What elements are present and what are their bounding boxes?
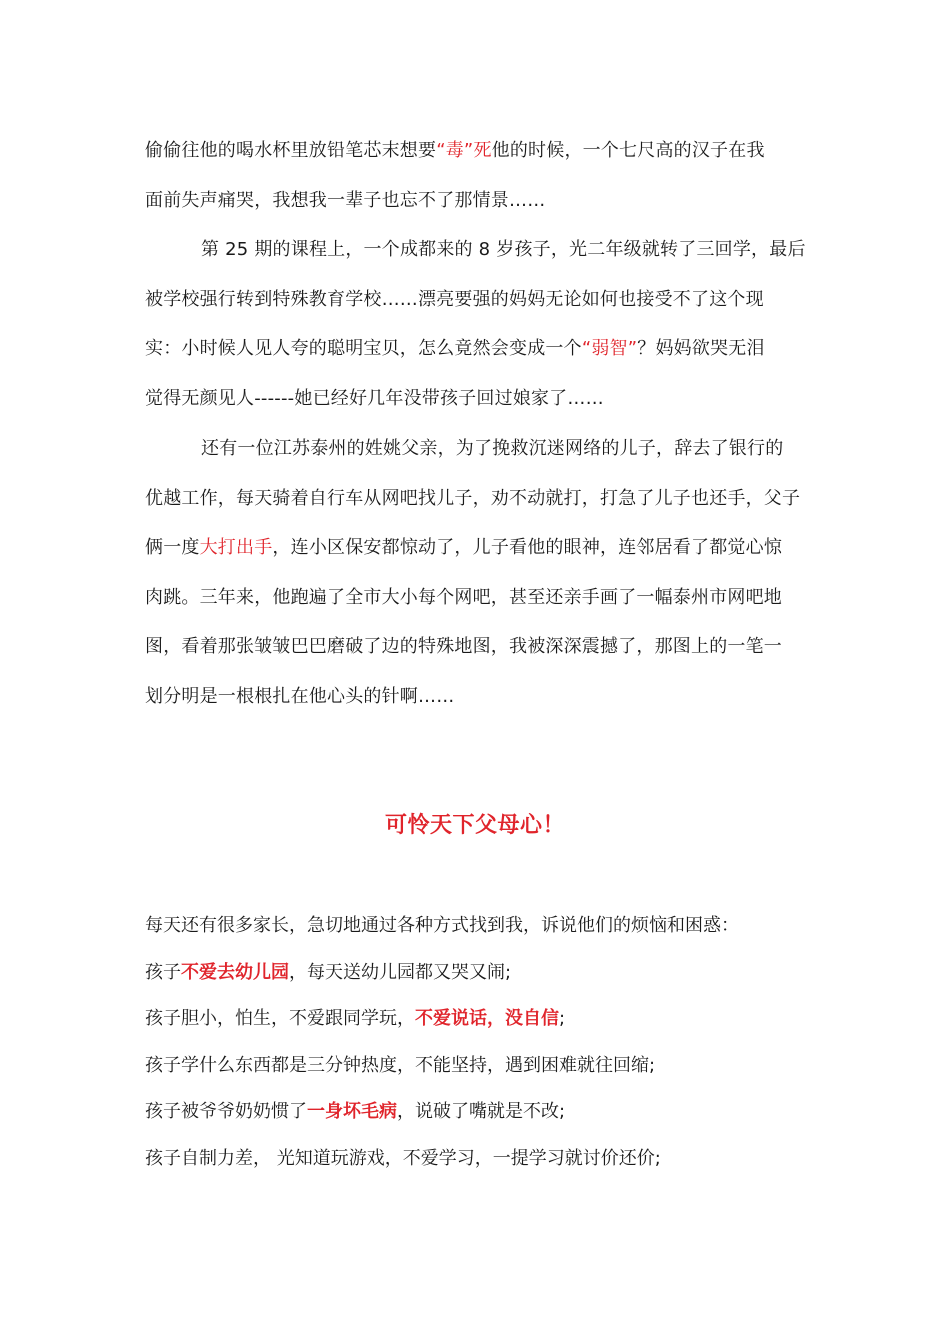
text-line: 优越工作，每天骑着自行车从网吧找儿子，劝不动就打，打急了儿子也还手，父子 bbox=[145, 487, 801, 509]
text-line: 第 25 期的课程上，一个成都来的 8 岁孩子，光二年级就转了三回学，最后 bbox=[201, 239, 806, 260]
highlight-text: “毒”死 bbox=[436, 140, 492, 161]
story-paragraph-1 bbox=[145, 126, 810, 225]
story-paragraph-3 bbox=[145, 424, 810, 722]
story-paragraph-2 bbox=[145, 225, 810, 423]
text-line: 还有一位江苏泰州的姓姚父亲，为了挽救沉迷网络的儿子，辞去了银行的 bbox=[201, 438, 784, 459]
highlight-text: 一身坏毛病 bbox=[307, 1101, 397, 1122]
list-item: 孩子不爱去幼儿园，每天送幼儿园都又哭又闹; bbox=[145, 961, 512, 983]
text-line: 实：小时候人见人夸的聪明宝贝，怎么竟然会变成一个“弱智”？妈妈欲哭无泪 bbox=[145, 338, 765, 360]
text-line: 面前失声痛哭，我想我一辈子也忘不了那情景…… bbox=[145, 189, 546, 211]
concerns-list bbox=[145, 903, 825, 1182]
list-item: 孩子自制力差， 光知道玩游戏，不爱学习，一提学习就讨价还价; bbox=[145, 1147, 661, 1169]
list-item: 孩子被爷爷奶奶惯了一身坏毛病，说破了嘴就是不改; bbox=[145, 1101, 566, 1122]
text-line: 被学校强行转到特殊教育学校……漂亮要强的妈妈无论如何也接受不了这个现 bbox=[145, 288, 764, 310]
highlight-text: 不爱去幼儿园 bbox=[181, 961, 289, 983]
highlight-text: “弱智” bbox=[581, 338, 638, 360]
text-line: 图，看着那张皱皱巴巴磨破了边的特殊地图，我被深深震撼了，那图上的一笔一 bbox=[145, 636, 782, 658]
text-line: 偷偷往他的喝水杯里放铅笔芯末想要“毒”死他的时候，一个七尺高的汉子在我 bbox=[145, 140, 765, 161]
text-line: 觉得无颜见人------她已经好几年没带孩子回过娘家了…… bbox=[145, 387, 604, 409]
text-line: 俩一度大打出手，连小区保安都惊动了，儿子看他的眼神，连邻居看了都觉心惊 bbox=[145, 537, 783, 559]
highlight-text: 不爱说话，没自信 bbox=[415, 1008, 559, 1029]
text-line: 肉跳。三年来，他跑遍了全市大小每个网吧，甚至还亲手画了一幅泰州市网吧地 bbox=[145, 586, 782, 608]
highlight-text: 大打出手 bbox=[199, 537, 273, 559]
concerns-intro: 每天还有很多家长，急切地通过各种方式找到我，诉说他们的烦恼和困惑： bbox=[145, 915, 739, 936]
section-heading: 可怜天下父母心！ bbox=[384, 813, 565, 838]
list-item: 孩子学什么东西都是三分钟热度，不能坚持，遇到困难就往回缩; bbox=[145, 1054, 656, 1076]
list-item: 孩子胆小，怕生，不爱跟同学玩，不爱说话，没自信; bbox=[145, 1008, 566, 1029]
text-line: 划分明是一根根扎在他心头的针啊…… bbox=[145, 685, 455, 707]
